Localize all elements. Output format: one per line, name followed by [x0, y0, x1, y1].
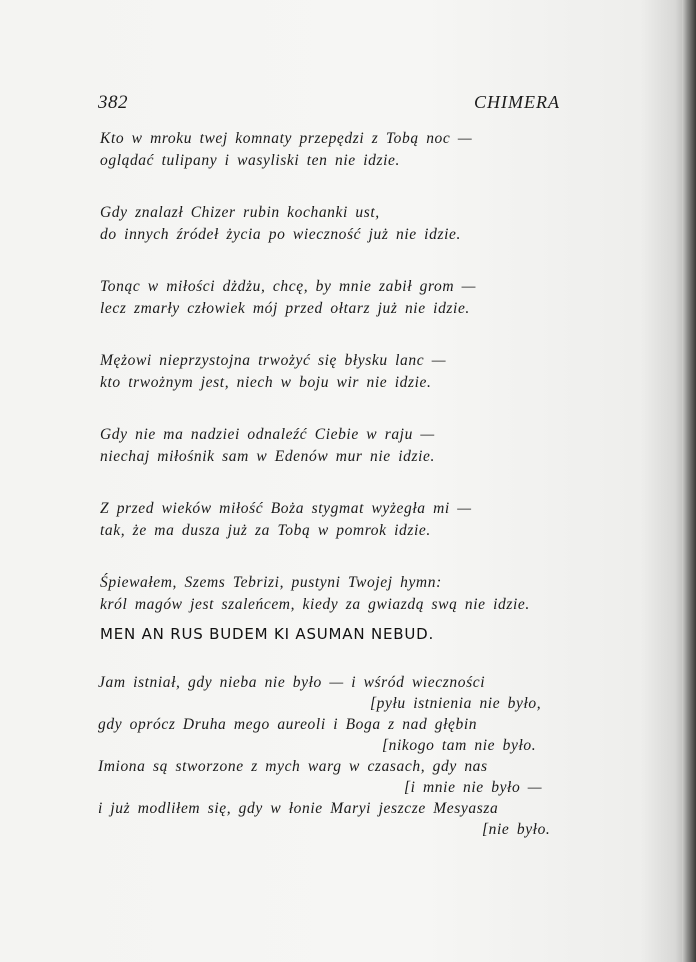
stanza: [100, 498, 570, 542]
verse-line: Jam istniał, gdy nieba nie było — i wśród wieczności: [98, 674, 486, 691]
stanza: [100, 350, 570, 394]
page-number: 382: [98, 92, 128, 113]
verse-line: gdy oprócz Druha mego aureoli i Boga z nad głębin: [98, 716, 478, 733]
second-poem: [98, 672, 568, 840]
verse-line: niechaj miłośnik sam w Edenów mur nie idzie.: [100, 448, 435, 465]
verse-line: Imiona są stworzone z mych warg w czasach, gdy nas: [98, 758, 488, 775]
verse-line: Tonąc w miłości dżdżu, chcę, by mnie zabił grom —: [100, 278, 477, 295]
verse-line: do innych źródeł życia po wieczność już nie idzie.: [100, 226, 461, 243]
verse-line: Z przed wieków miłość Boża stygmat wyżegła mi —: [100, 500, 472, 517]
verse-line: lecz zmarły człowiek mój przed ołtarz już nie idzie.: [100, 300, 470, 317]
verse-line: król magów jest szaleńcem, kiedy za gwiazdą swą nie idzie.: [100, 596, 530, 613]
running-title: CHIMERA: [474, 92, 560, 112]
stanza: [100, 202, 570, 246]
verse-continuation: [nikogo tam nie było.: [382, 737, 537, 754]
stanza: [100, 128, 570, 172]
page-header: [98, 92, 560, 114]
stanza: [100, 276, 570, 320]
stanza: [100, 424, 570, 468]
verse-continuation: [i mnie nie było —: [404, 779, 543, 796]
poem-title: MEN AN RUS BUDEM KI ASUMAN NEBUD.: [100, 625, 435, 643]
verse-line: Śpiewałem, Szems Tebrizi, pustyni Twojej hymn:: [100, 574, 442, 591]
verse-line: Kto w mroku twej komnaty przepędzi z Tobą noc —: [100, 130, 473, 147]
page-edge-shadow: [682, 0, 696, 962]
verse-line: i już modliłem się, gdy w łonie Maryi jeszcze Mesyasza: [98, 800, 499, 817]
verse-line: Gdy znalazł Chizer rubin kochanki ust,: [100, 204, 380, 221]
verse-line: tak, że ma dusza już za Tobą w pomrok idzie.: [100, 522, 431, 539]
verse-continuation: [nie było.: [482, 821, 551, 838]
stanza: [100, 572, 570, 616]
verse-line: Gdy nie ma nadziei odnaleźć Ciebie w raju —: [100, 426, 435, 443]
verse-line: kto trwożnym jest, niech w boju wir nie idzie.: [100, 374, 432, 391]
verse-continuation: [pyłu istnienia nie było,: [370, 695, 542, 712]
verse-line: oglądać tulipany i wasyliski ten nie idzie.: [100, 152, 400, 169]
poem-stanzas: [100, 128, 570, 646]
verse-line: Mężowi nieprzystojna trwożyć się błysku lanc —: [100, 352, 447, 369]
